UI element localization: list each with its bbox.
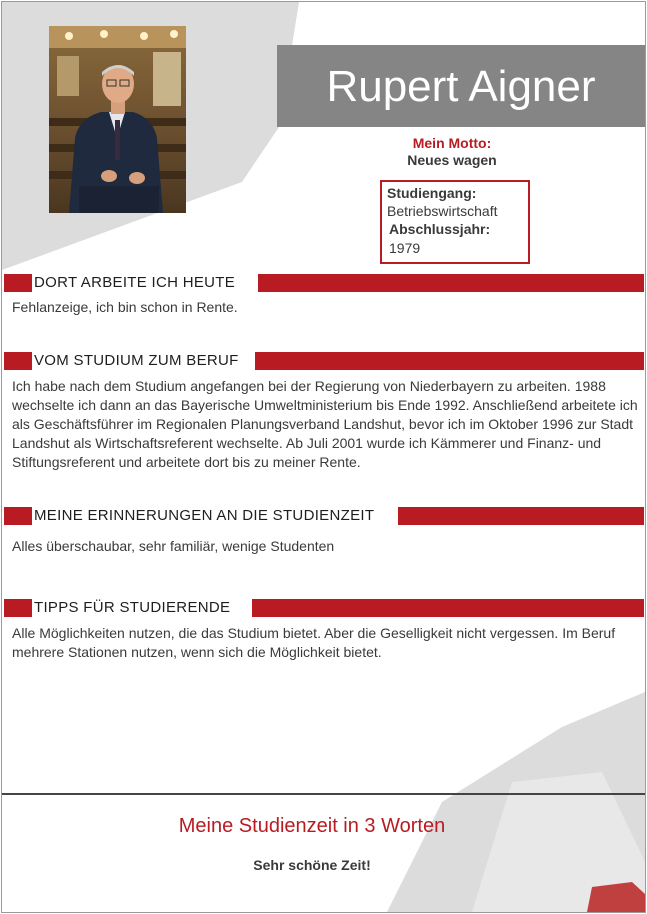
section-title: VOM STUDIUM ZUM BERUF (34, 352, 239, 369)
year-value: 1979 (389, 240, 421, 256)
footer-text: Sehr schöne Zeit! (253, 857, 371, 873)
section-accent-right (398, 507, 644, 525)
year-label: Abschlussjahr: (389, 221, 491, 237)
section-accent-right (258, 274, 644, 292)
section-header-memories (4, 507, 644, 525)
profile-page (1, 1, 646, 913)
section-title: TIPPS FÜR STUDIERENDE (34, 599, 231, 616)
footer-divider (2, 793, 645, 795)
section-text-tips: Alle Möglichkeiten nutzen, die das Studium bietet. Aber die Geselligkeit nicht vergessen. Im Beruf mehrere Stationen nutzen, wenn sich die Möglichkeit bietet. (12, 625, 616, 660)
section-title: MEINE ERINNERUNGEN AN DIE STUDIENZEIT (34, 507, 375, 524)
section-header-work (4, 274, 644, 292)
section-accent-left (4, 274, 32, 292)
section-text-career: Ich habe nach dem Studium angefangen bei der Regierung von Niederbayern zu arbeiten. 1988 wechselte ich dann an das Bayerische Umweltministerium bis Ende 1992. Anschließend arbeitete ich als Geschäftsführer im Regionalen Planungsverband Landshut, bevor ich im Oktober 1996 zur Stadt Landshut als Wirtschaftsreferent wechselte. Ab Juli 2001 wurde ich Kämmerer und Finanz- und Stiftungsreferent und arbeitete dort bis zu meiner Rente. (12, 378, 638, 470)
section-accent-left (4, 599, 32, 617)
section-header-career (4, 352, 644, 370)
section-accent-right (252, 599, 644, 617)
name-banner (277, 45, 645, 127)
section-text-work: Fehlanzeige, ich bin schon in Rente. (12, 299, 238, 315)
study-label: Studiengang: (387, 185, 477, 201)
study-info-box (380, 180, 530, 264)
motto-label: Mein Motto: (412, 135, 492, 151)
section-accent-left (4, 507, 32, 525)
section-header-tips (4, 599, 644, 617)
person-name: Rupert Aigner (326, 62, 596, 111)
study-value: Betriebswirtschaft (387, 203, 498, 219)
motto-value: Neues wagen (407, 152, 497, 168)
section-accent-left (4, 352, 32, 370)
portrait-photo (49, 26, 186, 213)
footer-title: Meine Studienzeit in 3 Worten (178, 815, 446, 837)
section-title: DORT ARBEITE ICH HEUTE (34, 274, 236, 291)
section-text-memories: Alles überschaubar, sehr familiär, wenige Studenten (12, 538, 335, 554)
section-accent-right (255, 352, 644, 370)
